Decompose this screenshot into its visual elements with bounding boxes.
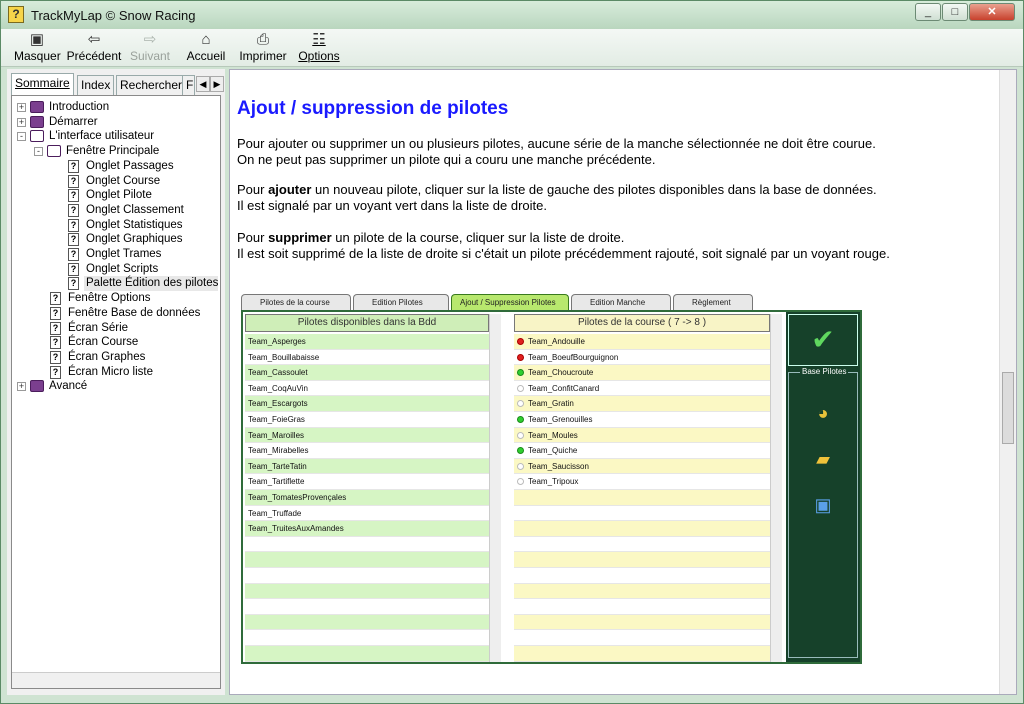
tree-item-label: L'interface utilisateur (49, 130, 155, 143)
race-pilot-row (514, 490, 770, 506)
tree-item-label: Introduction (49, 101, 110, 113)
race-pilot-row (514, 474, 770, 490)
title-bar (1, 1, 1023, 29)
p3a-post: un pilote de la course, cliquer sur la liste de droite. (331, 230, 625, 245)
paragraph-3a (237, 230, 624, 246)
tree-item-label: Onglet Course (86, 174, 161, 187)
tree-item[interactable] (12, 144, 220, 159)
available-pilot-row (245, 630, 489, 646)
help-topic-icon: ? (50, 366, 61, 379)
print-label: Imprimer (239, 49, 287, 63)
tree-item[interactable] (12, 218, 220, 233)
expand-icon[interactable]: + (18, 381, 25, 392)
available-pilot-row: Team_Asperges (245, 334, 489, 350)
open-book-icon (30, 130, 44, 142)
tab-index[interactable]: Index (77, 75, 114, 95)
tree-item-label: Palette Édition des pilotes (86, 277, 219, 290)
available-pilot-row (245, 646, 489, 662)
status-light-icon (517, 432, 524, 439)
tree-horizontal-scrollbar[interactable] (12, 672, 220, 688)
options-icon: ☷ (312, 31, 326, 48)
available-pilot-row: Team_Truffade (245, 506, 489, 522)
tree-item[interactable] (12, 129, 220, 144)
tree-item-label: Onglet Passages (86, 159, 174, 172)
paragraph-1a: Pour ajouter ou supprimer un ou plusieurs pilotes, aucune série de la manche sélectionnée ne doit être courue. (237, 136, 876, 151)
race-pilot-row (514, 459, 770, 475)
validate-check-icon: ✔ (788, 314, 858, 366)
help-topic-icon: ? (68, 160, 79, 173)
tree-item-label: Avancé (49, 380, 88, 393)
status-light-icon (517, 385, 524, 392)
race-pilot-name: Team_BoeufBourguignon (528, 352, 619, 362)
helmet-icon: ◕ (817, 403, 829, 423)
tree-item[interactable] (12, 276, 220, 291)
tree-item[interactable] (12, 335, 220, 350)
available-pilot-row: Team_Cassoulet (245, 365, 489, 381)
race-pilot-row (514, 506, 770, 522)
forward-arrow-icon: ⇨ (143, 31, 157, 48)
tree-item-label: Onglet Classement (86, 203, 184, 216)
print-button[interactable] (239, 31, 287, 63)
tree-item[interactable] (12, 115, 220, 130)
maximize-button[interactable]: □ (942, 3, 968, 21)
tree-item[interactable] (12, 262, 220, 277)
folder-icon: ▰ (816, 449, 830, 469)
tree-item[interactable] (12, 379, 220, 394)
help-topic-icon: ? (50, 336, 61, 349)
available-pilot-row (245, 552, 489, 568)
content-scroll-thumb[interactable] (1002, 372, 1014, 444)
printer-icon: ⎙ (256, 31, 269, 48)
help-topic-icon: ? (68, 189, 79, 202)
tree-item-label: Écran Course (68, 336, 139, 349)
race-pilot-row (514, 584, 770, 600)
tree-item[interactable] (12, 174, 220, 189)
race-pilot-row (514, 646, 770, 662)
race-pilot-name: Team_Gratin (528, 399, 574, 409)
forward-label: Suivant (129, 49, 171, 63)
shot-tab-edition-manche: Edition Manche (571, 294, 671, 310)
race-pilot-name: Team_Choucroute (528, 368, 594, 378)
available-pilot-row (245, 599, 489, 615)
p2a-pre: Pour (237, 182, 269, 197)
shot-tab-ajout-suppression: Ajout / Suppression Pilotes (451, 294, 569, 310)
available-pilot-row (245, 615, 489, 631)
book-icon (30, 380, 44, 392)
shot-tab-reglement: Règlement (673, 294, 753, 310)
tree-item-label: Onglet Scripts (86, 262, 159, 275)
tree-item-label: Fenêtre Base de données (68, 306, 201, 319)
status-light-icon (517, 447, 524, 454)
available-pilot-row: Team_FoieGras (245, 412, 489, 428)
home-button[interactable] (185, 31, 227, 63)
race-pilot-row (514, 350, 770, 366)
tree-item-label: Fenêtre Options (68, 292, 151, 305)
race-pilot-row (514, 396, 770, 412)
open-book-icon (47, 145, 61, 157)
race-pilot-row (514, 428, 770, 444)
toolbar (1, 29, 1023, 67)
help-topic-icon: ? (68, 248, 79, 261)
race-pilot-name: Team_Moules (528, 430, 578, 440)
back-button[interactable] (66, 31, 122, 63)
close-button[interactable]: ✕ (969, 3, 1015, 21)
shot-frame (241, 310, 862, 664)
tree-item[interactable] (12, 291, 220, 306)
book-icon (30, 116, 44, 128)
shot-side-panel (786, 312, 860, 662)
tree-item-label: Écran Graphes (68, 350, 146, 363)
status-light-icon (517, 463, 524, 470)
expand-icon[interactable]: + (18, 116, 25, 127)
tree-item-label: Écran Série (68, 321, 129, 334)
status-light-icon (517, 369, 524, 376)
tree-item[interactable] (12, 232, 220, 247)
base-pilotes-group (788, 367, 858, 658)
status-light-icon (517, 400, 524, 407)
race-pilot-row (514, 334, 770, 350)
base-pilotes-label: Base Pilotes (802, 367, 847, 376)
race-pilot-row (514, 630, 770, 646)
tree-item[interactable] (12, 321, 220, 336)
race-pilot-row (514, 381, 770, 397)
tree-item-label: Démarrer (49, 115, 98, 128)
page-title: Ajout / suppression de pilotes (237, 98, 509, 119)
race-pilot-name: Team_Tripoux (528, 477, 579, 487)
available-pilot-row: Team_TomatesProvençales (245, 490, 489, 506)
race-pilot-name: Team_Quiche (528, 446, 578, 456)
available-pilots-list (245, 314, 501, 662)
available-pilot-row: Team_Mirabelles (245, 443, 489, 459)
forward-button[interactable] (129, 31, 171, 63)
minimize-button[interactable]: _ (915, 3, 941, 21)
collapse-icon[interactable]: - (17, 132, 26, 141)
help-topic-icon: ? (50, 351, 61, 364)
tree-item-label: Fenêtre Principale (66, 145, 160, 158)
help-topic-icon: ? (50, 322, 61, 335)
options-button[interactable] (298, 31, 340, 63)
available-pilot-row: Team_Tartiflette (245, 474, 489, 490)
help-topic-icon: ? (68, 233, 79, 246)
available-pilots-header: Pilotes disponibles dans la Bdd (245, 314, 489, 332)
tree-item-label: Onglet Trames (86, 248, 162, 260)
book-icon (30, 101, 44, 113)
navigation-pane (7, 69, 225, 695)
tree-item-label: Onglet Graphiques (86, 233, 183, 246)
left-list-scrollbar (489, 314, 501, 662)
shot-tab-edition-pilotes: Edition Pilotes (353, 294, 449, 310)
paragraph-3b: Il est soit supprimé de la liste de droite si c'était un pilote précédemment rajouté, soit signalé par un voyant rouge. (237, 246, 890, 261)
available-pilot-row: Team_Escargots (245, 396, 489, 412)
race-pilots-header: Pilotes de la course ( 7 -> 8 ) (514, 314, 770, 332)
race-pilot-row (514, 521, 770, 537)
help-topic-icon: ? (68, 219, 79, 232)
content-vertical-scrollbar[interactable] (999, 70, 1016, 694)
tree-item[interactable] (12, 350, 220, 365)
content-pane (229, 69, 1017, 695)
race-pilot-row (514, 615, 770, 631)
window-title: TrackMyLap © Snow Racing (31, 8, 196, 23)
tab-scroll-right-icon[interactable]: ▶ (210, 76, 224, 92)
race-pilot-name: Team_Andouille (528, 337, 585, 346)
expand-icon[interactable]: + (18, 102, 25, 112)
help-topic-icon: ? (68, 277, 79, 290)
race-pilot-name: Team_ConfitCanard (528, 383, 600, 393)
tree-item-label: Écran Micro liste (68, 365, 153, 378)
hide-label: Masquer (14, 49, 61, 63)
paragraph-2a (237, 182, 877, 198)
tab-scroll-left-icon[interactable]: ◀ (196, 76, 210, 92)
available-pilot-row (245, 537, 489, 553)
shot-tab-pilotes-course: Pilotes de la course (241, 294, 351, 310)
paragraph-2b: Il est signalé par un voyant vert dans la liste de droite. (237, 198, 548, 213)
nav-tabs (11, 73, 225, 95)
tree-item[interactable] (12, 306, 220, 321)
help-topic-icon: ? (68, 263, 79, 276)
p3a-pre: Pour (237, 230, 269, 245)
race-pilot-row (514, 443, 770, 459)
status-light-icon (517, 416, 524, 423)
collapse-icon[interactable]: - (34, 147, 43, 156)
hide-button[interactable] (14, 31, 60, 63)
race-pilot-row (514, 599, 770, 615)
contents-tree (11, 95, 221, 689)
options-label: Options (298, 49, 340, 63)
tree-item[interactable] (12, 100, 220, 115)
hide-icon: ▣ (29, 31, 45, 48)
home-label: Accueil (186, 49, 226, 63)
help-topic-icon: ? (50, 292, 61, 305)
race-pilot-name: Team_Saucisson (528, 461, 589, 471)
available-pilot-row (245, 568, 489, 584)
home-icon: ⌂ (201, 31, 211, 48)
race-pilot-row (514, 412, 770, 428)
tree-item-label: Onglet Pilote (86, 189, 152, 202)
screenshot-figure (241, 292, 862, 664)
available-pilot-row (245, 584, 489, 600)
help-app-icon: ? (8, 6, 24, 23)
available-pilot-row: Team_Maroilles (245, 428, 489, 444)
status-light-icon (517, 354, 524, 361)
p2a-bold: ajouter (268, 182, 312, 197)
race-pilots-list (514, 314, 770, 662)
tab-sommaire[interactable]: Sommaire (11, 73, 74, 95)
status-light-icon (517, 338, 524, 345)
available-pilot-row: Team_Bouillabaisse (245, 350, 489, 366)
paragraph-1b: On ne peut pas supprimer un pilote qui a couru une manche précédente. (237, 152, 656, 167)
tree-item[interactable] (12, 188, 220, 203)
help-topic-icon: ? (68, 175, 79, 188)
status-light-icon (517, 478, 524, 485)
tree-item[interactable] (12, 365, 220, 380)
tree-item[interactable] (12, 159, 220, 174)
tree-item-label: Onglet Statistiques (86, 218, 183, 231)
race-pilot-row (514, 365, 770, 381)
tab-rechercher[interactable]: Rechercher (116, 75, 186, 95)
help-topic-icon: ? (50, 307, 61, 320)
p3a-bold: supprimer (268, 230, 332, 245)
available-pilot-row: Team_TruitesAuxAmandes (245, 521, 489, 537)
tab-favoris[interactable]: F (182, 75, 195, 95)
race-pilot-row (514, 537, 770, 553)
right-list-scrollbar (770, 314, 782, 662)
tree-item[interactable] (12, 247, 220, 262)
race-pilot-row (514, 552, 770, 568)
back-label: Précédent (66, 49, 122, 63)
save-disk-icon: ▣ (814, 495, 832, 515)
tree-item[interactable] (12, 203, 220, 218)
back-arrow-icon: ⇦ (87, 31, 101, 48)
race-pilot-name: Team_Grenouilles (528, 415, 593, 424)
available-pilot-row: Team_CoqAuVin (245, 381, 489, 397)
help-topic-icon: ? (68, 204, 79, 217)
p2a-post: un nouveau pilote, cliquer sur la liste de gauche des pilotes disponibles dans la base de données. (311, 182, 877, 197)
available-pilot-row: Team_TarteTatin (245, 459, 489, 475)
race-pilot-row (514, 568, 770, 584)
